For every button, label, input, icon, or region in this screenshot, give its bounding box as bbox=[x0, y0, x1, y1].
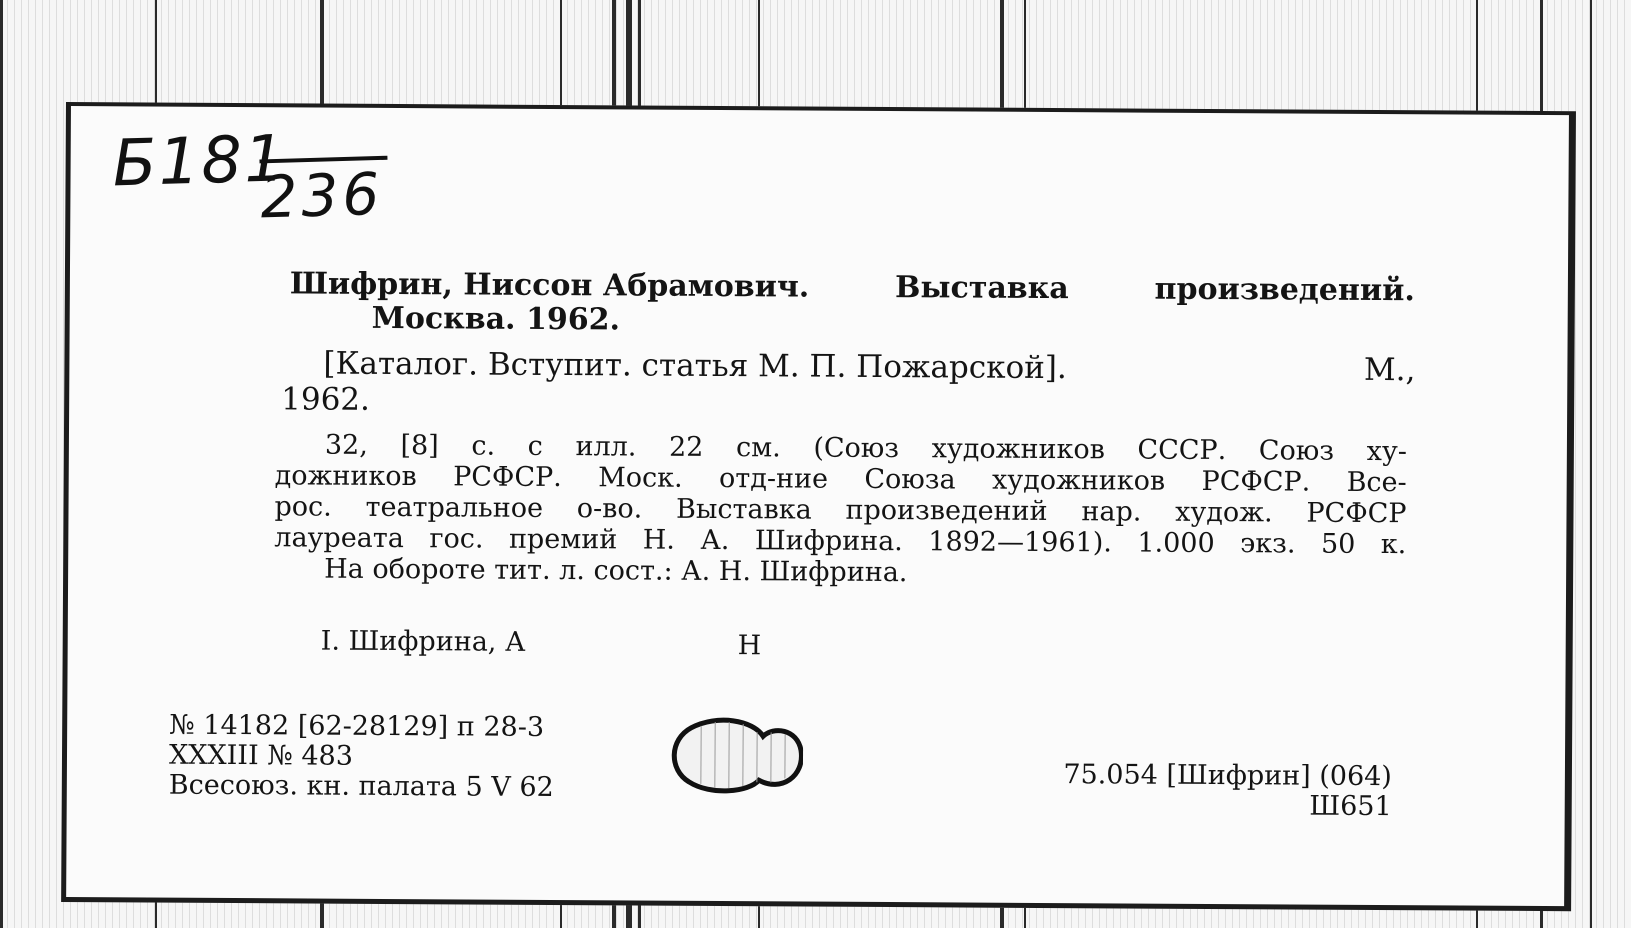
collation-line-3: рос. театральное о-во. Выставка произведений нар. худож. РСФСР bbox=[274, 491, 1407, 530]
description-line bbox=[281, 345, 1415, 388]
description-place: М., bbox=[1363, 351, 1416, 389]
author-name: Шифрин, Ниссон Абрамович. bbox=[289, 266, 810, 305]
card-series: XXXIII № 483 bbox=[168, 739, 354, 772]
catalog-card bbox=[61, 102, 1576, 911]
author-mark: Ш651 bbox=[1309, 790, 1392, 823]
shelfmark: Б181 bbox=[111, 122, 288, 202]
card-number-block bbox=[169, 711, 554, 803]
shelfmark-sub: 236 bbox=[259, 156, 389, 232]
card-chamber: Всесоюз. кн. палата 5 V 62 bbox=[168, 769, 554, 803]
collation-line-4: лауреата гос. премий Н. А. Шифрина. 1892—1961). 1.000 экз. 50 к. bbox=[274, 522, 1407, 561]
title-part-b: произведений. bbox=[1154, 271, 1415, 309]
title-part-a: Выставка bbox=[894, 270, 1069, 307]
entry-heading bbox=[290, 267, 1415, 342]
entry-collation bbox=[274, 429, 1407, 560]
card-number: № 14182 [62-28129] п 28-3 bbox=[169, 709, 545, 743]
collation-line-1: 32, [8] с. с илл. 22 см. (Союз художников СССР. Союз ху- bbox=[324, 429, 1407, 468]
punch-hole-stamp bbox=[671, 714, 803, 795]
description-text: [Каталог. Вступит. статья М. П. Пожарской]. bbox=[323, 345, 1067, 387]
classification-index: 75.054 [Шифрин] (064) bbox=[1063, 759, 1392, 793]
classification-block bbox=[1007, 760, 1392, 822]
description-year: 1962. bbox=[281, 381, 371, 418]
entry-description bbox=[281, 345, 1415, 424]
entry-note: На обороте тит. л. сост.: А. Н. Шифрина. bbox=[324, 553, 908, 589]
tracing-second: Н bbox=[737, 630, 762, 662]
heading-continuation: Москва. 1962. bbox=[371, 300, 621, 338]
tracing-first: I. Шифрина, А bbox=[320, 625, 526, 658]
collation-line-2: дожников РСФСР. Моск. отд-ние Союза художников РСФСР. Все- bbox=[274, 460, 1407, 499]
